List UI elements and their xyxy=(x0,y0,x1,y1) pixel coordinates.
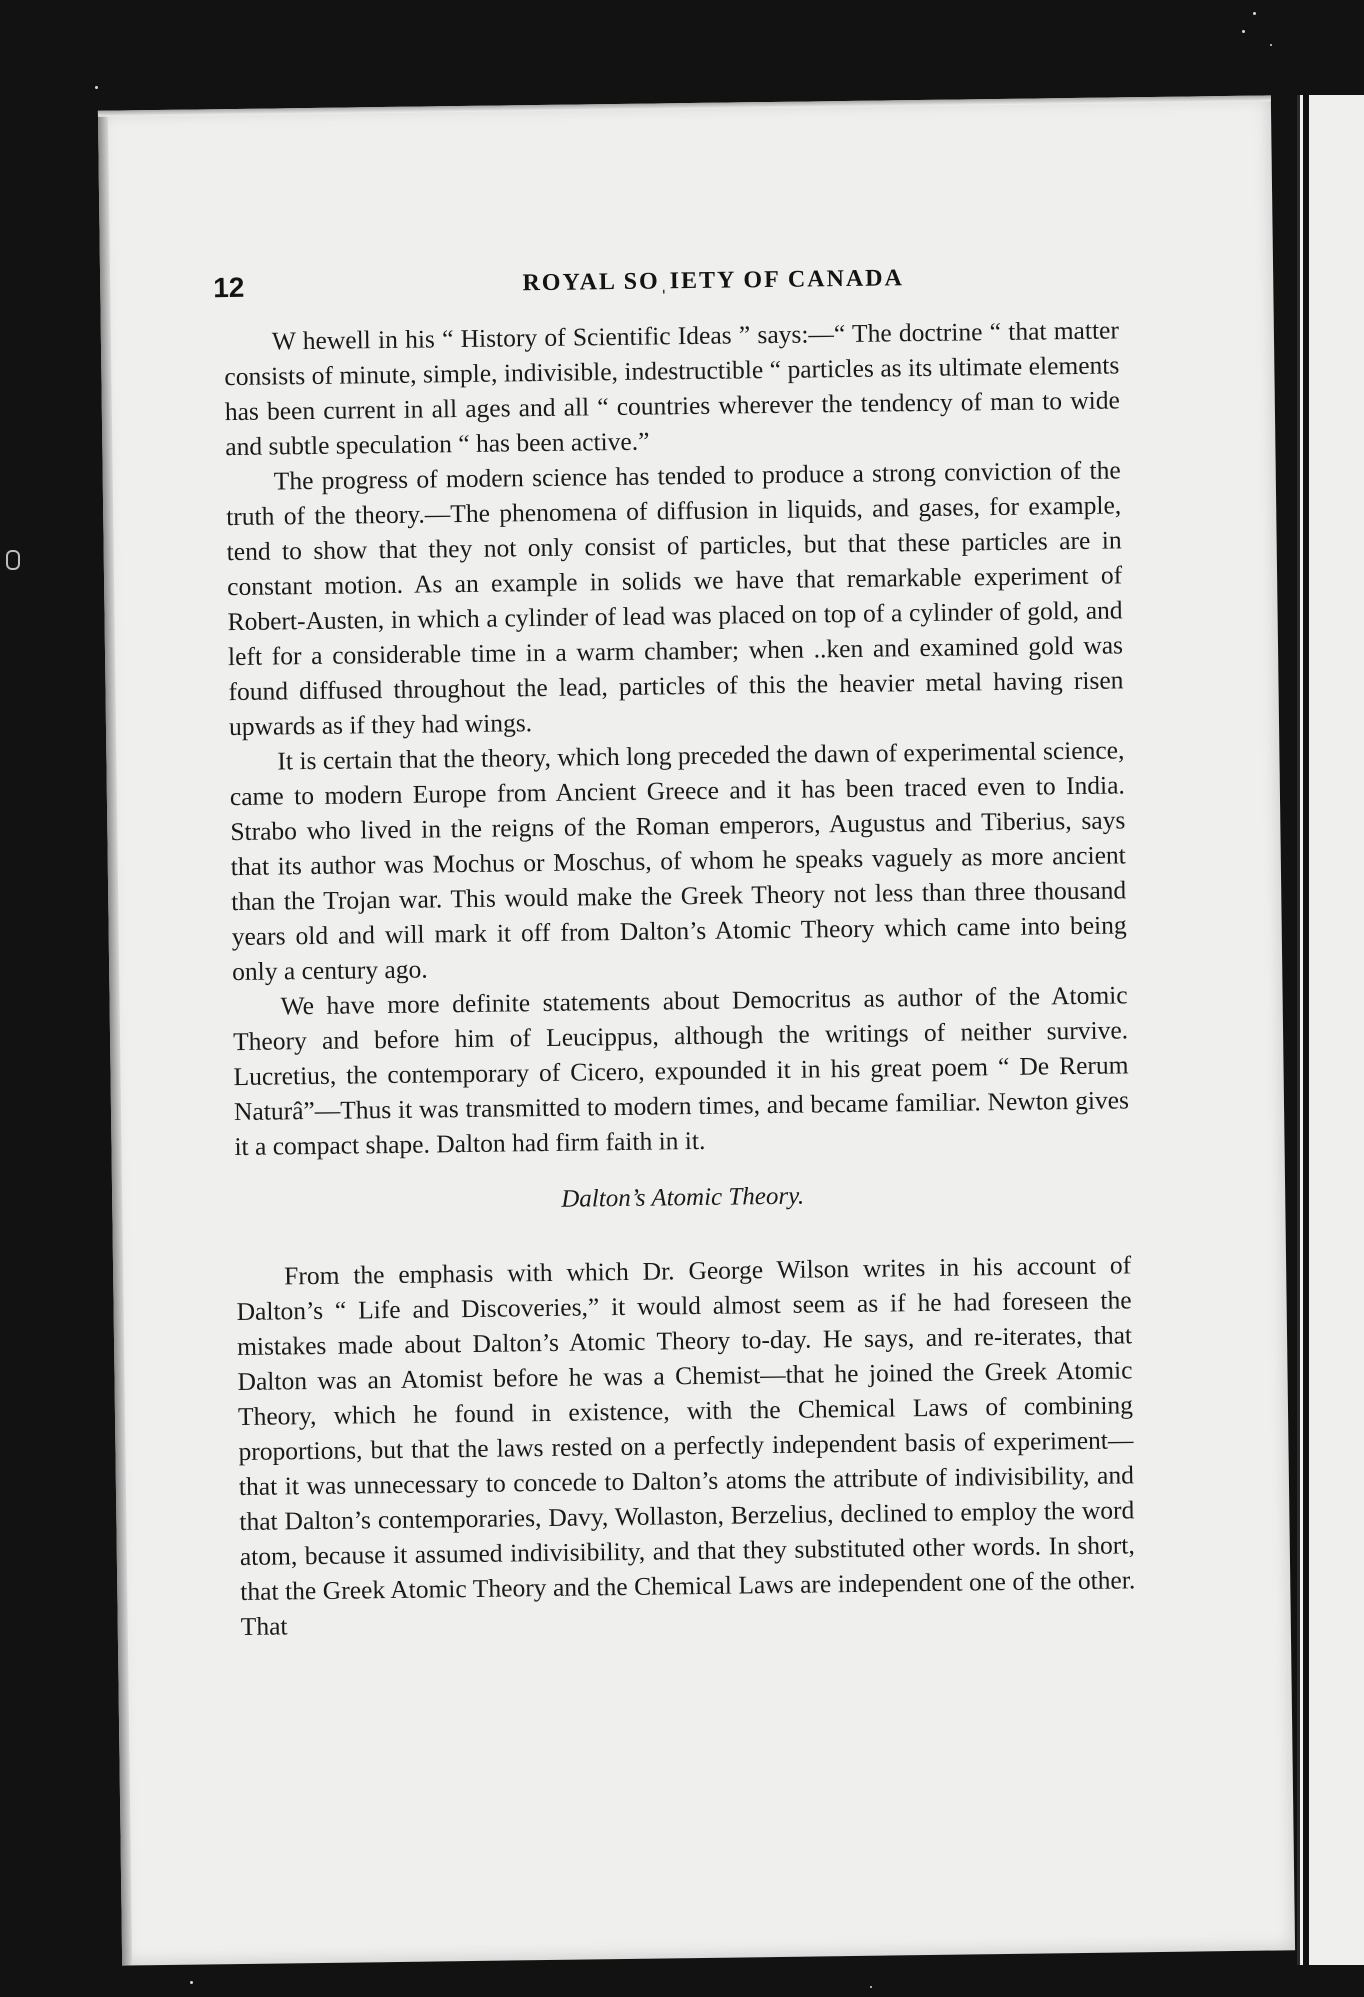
paragraph-origin-of-theory: It is certain that the theory, which long preceded the dawn of experimental science, came to modern Europe from Ancient Greece and it has been traced even to India. Strabo who lived in the reigns of the Roman emperors, Augustus and Tiberius, says that its author was Mochus or Moschus, of whom he speaks vaguely as more ancient than the Trojan war. This would make the Greek Theory not less than three thousand years old and will mark it off from Dalton’s Atomic Theory which came into being only a century ago. xyxy=(229,735,1127,987)
scan-speck xyxy=(190,1981,193,1984)
paragraph-wilson-account: From the emphasis with which Dr. George Wilson writes in his account of Dalton’s “ Life and Discoveries,” it would almost seem as if he had foreseen the mistakes made about Dalton’s Atomic Theory to-day. He says, and re-iterates, that Dalton was an Atomist before he was a Chemist—that he joined the Greek Atomic Theory, which he found in existence, with the Chemical Laws of combining proportions, but that the laws rested on a perfectly independent basis of experiment—that it was unnecessary to concede to Dalton’s atoms the attribute of indivisibility, and that Dalton’s contemporaries, Davy, Wollaston, Berzelius, declined to employ the word atom, because it assumed indivisibility, and that they substituted other words. In short, that the Greek Atomic Theory and the Chemical Laws are independent one of the other. That xyxy=(236,1250,1136,1642)
section-heading: Dalton’s Atomic Theory. xyxy=(561,1182,805,1213)
paragraph-whewell-quote: W hewell in his “ History of Scientific Ideas ” says:—“ The doctrine “ that matter consists of minute, simple, indivisible, indestructible “ particles as its ultimate elements has been current in all ages and all “ countries wherever the tendency of man to wide and subtle speculation “ has been active.” xyxy=(224,315,1120,462)
running-title: ROYAL SOˌIETY OF CANADA xyxy=(522,265,905,297)
scan-speck xyxy=(870,1986,872,1988)
page-left-edge xyxy=(98,111,132,1966)
page-number: 12 xyxy=(213,271,245,304)
scan-speck xyxy=(95,86,98,89)
page-top-edge xyxy=(98,95,1271,116)
page-spine-shadow xyxy=(1303,95,1309,1965)
paragraph-democritus: We have more definite statements about Democritus as author of the Atomic Theory and before him of Leucippus, although the writings of neither survive. Lucretius, the contemporary of Cicero, expounded it in his great poem “ De Rerum Naturâ”—Thus it was transmitted to modern times, and became familiar. Newton gives it a compact shape. Dalton had firm faith in it. xyxy=(232,980,1130,1162)
scan-speck xyxy=(1270,44,1272,46)
paragraph-progress-of-science: The progress of modern science has tended to produce a strong conviction of the truth of the theory.—The phenomena of diffusion in liquids, and gases, for example, tend to show that they not only consist of particles, but that these particles are in constant motion. As an example in solids we have that remarkable experiment of Robert-Austen, in which a cylinder of lead was placed on top of a cylinder of gold, and left for a considerable time in a warm chamber; when ..ken and examined gold was found diffused throughout the lead, particles of this the heavier metal having risen upwards as if they had wings. xyxy=(226,455,1124,742)
scan-speck xyxy=(1253,12,1256,15)
body-text xyxy=(224,312,1136,1644)
binding-hole-mark xyxy=(6,550,20,570)
scan-speck xyxy=(1242,30,1245,33)
scanned-page xyxy=(98,95,1295,1965)
page-header xyxy=(213,261,1093,313)
